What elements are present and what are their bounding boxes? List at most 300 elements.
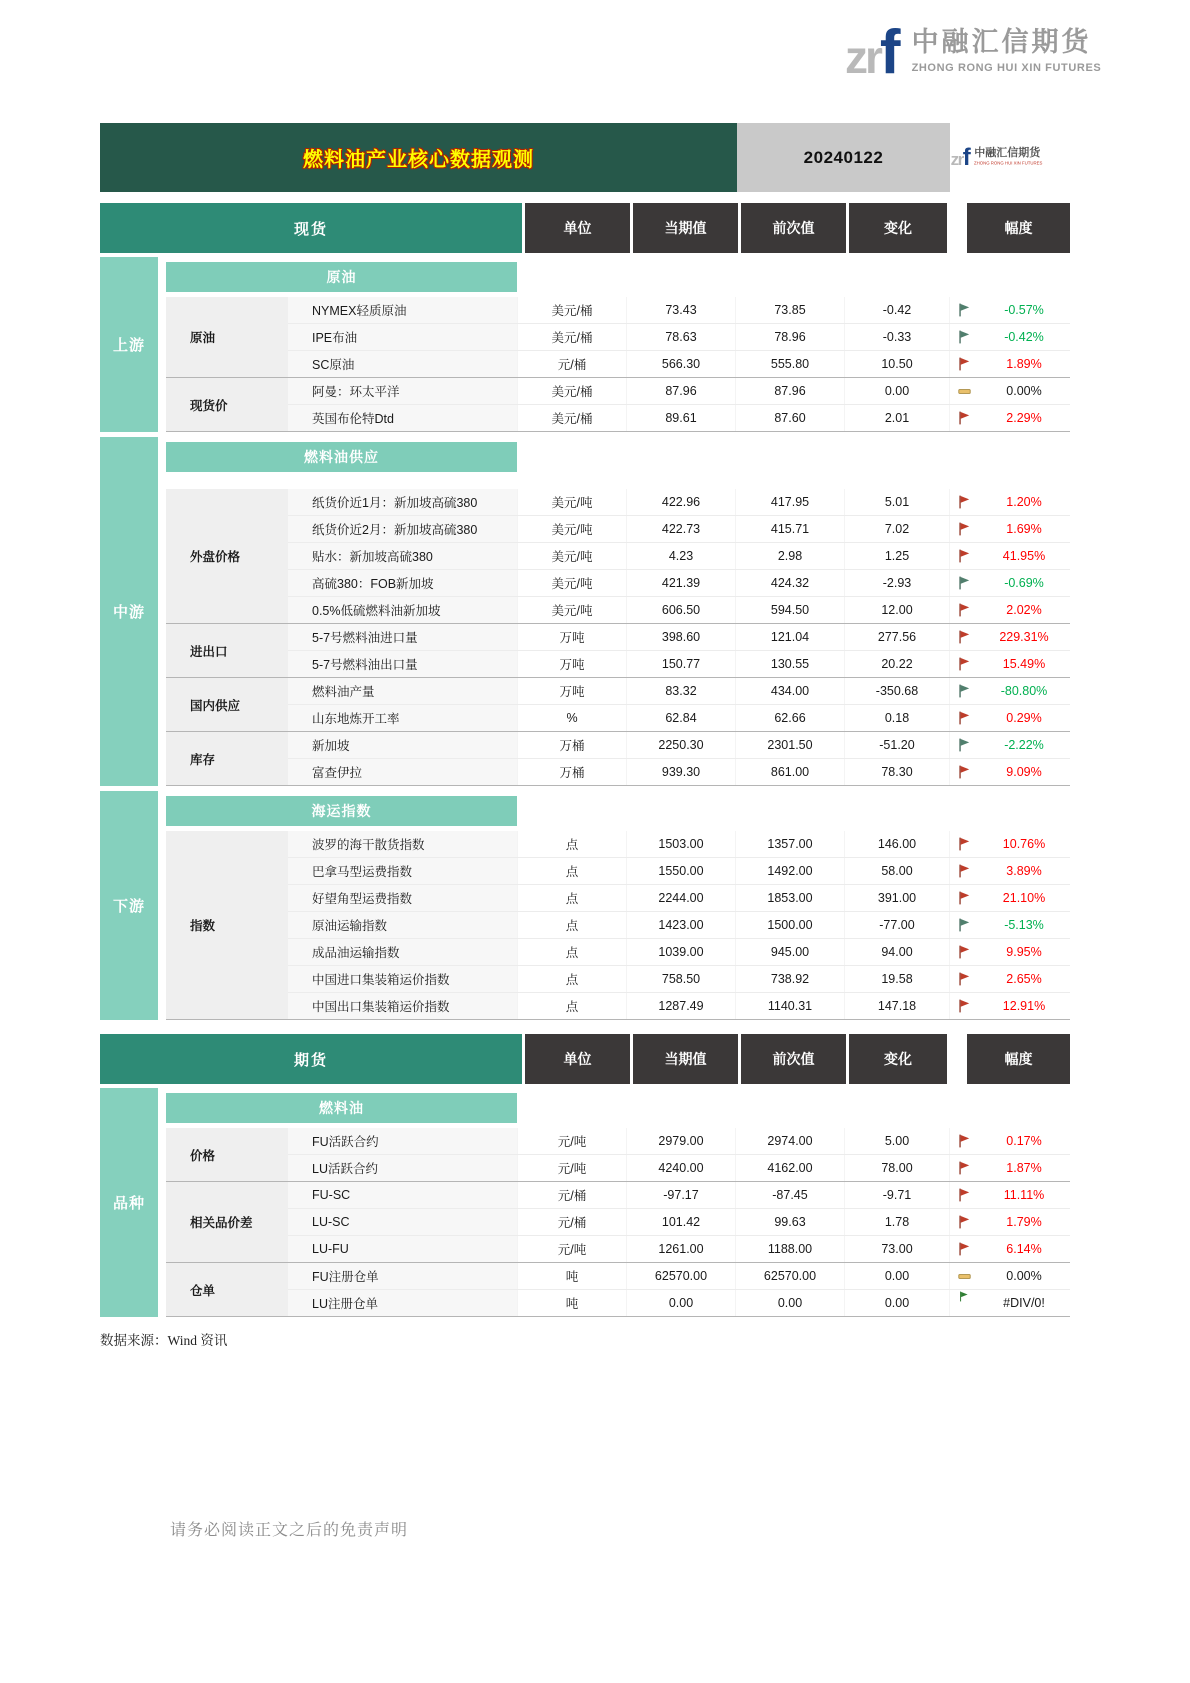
- row-pct-cell: [949, 993, 1070, 1019]
- row-pct: -2.22%: [1004, 738, 1044, 752]
- row-unit: 美元/桶: [517, 297, 626, 323]
- mini-zrf-logo-mark: [950, 143, 970, 171]
- row-current: 78.63: [626, 324, 735, 350]
- row-change: 19.58: [844, 966, 949, 992]
- row-pct-cell: [949, 1290, 1070, 1316]
- group-label: 仓单: [166, 1263, 288, 1316]
- row-pct-cell: [949, 516, 1070, 542]
- row-pct: 1.69%: [1006, 522, 1042, 536]
- row-pct: 1.79%: [1006, 1215, 1042, 1229]
- row-unit: 美元/桶: [517, 405, 626, 431]
- row-pct: 0.17%: [1006, 1134, 1042, 1148]
- row-change: 94.00: [844, 939, 949, 965]
- row-name: FU活跃合约: [288, 1128, 517, 1154]
- row-pct-cell: [949, 678, 1070, 704]
- row-pct-cell: [949, 351, 1070, 377]
- row-change: 78.00: [844, 1155, 949, 1181]
- row-previous: 861.00: [735, 759, 844, 785]
- row-current: 73.43: [626, 297, 735, 323]
- row-group: [166, 1182, 1070, 1263]
- red-flag-icon: [950, 495, 978, 509]
- row-unit: 美元/吨: [517, 570, 626, 596]
- row-name: LU注册仓单: [288, 1290, 517, 1316]
- row-unit: 万吨: [517, 678, 626, 704]
- table-row: [288, 966, 1070, 993]
- company-logo: [845, 17, 1102, 87]
- report-header: [100, 123, 1070, 192]
- row-name: 燃料油产量: [288, 678, 517, 704]
- section-midstream: [100, 437, 1070, 786]
- row-current: 421.39: [626, 570, 735, 596]
- table-row: [288, 624, 1070, 651]
- group-label: 国内供应: [166, 678, 288, 731]
- row-current: 422.96: [626, 489, 735, 515]
- row-change: 10.50: [844, 351, 949, 377]
- row-unit: 点: [517, 831, 626, 857]
- row-previous: 62.66: [735, 705, 844, 731]
- header-gap: [947, 1034, 967, 1084]
- row-change: -51.20: [844, 732, 949, 758]
- table-row: [288, 1263, 1070, 1290]
- row-previous: 738.92: [735, 966, 844, 992]
- row-pct: -0.57%: [1004, 303, 1044, 317]
- section-body-upstream: [166, 257, 1070, 432]
- row-previous: 0.00: [735, 1290, 844, 1316]
- row-pct: #DIV/0!: [1003, 1296, 1045, 1310]
- row-name: 中国进口集装箱运价指数: [288, 966, 517, 992]
- row-current: 1261.00: [626, 1236, 735, 1262]
- row-previous: 434.00: [735, 678, 844, 704]
- row-name: 英国布伦特Dtd: [288, 405, 517, 431]
- row-current: 83.32: [626, 678, 735, 704]
- table-row: [288, 351, 1070, 377]
- row-name: 山东地炼开工率: [288, 705, 517, 731]
- table-row: [288, 1128, 1070, 1155]
- row-name: 中国出口集装箱运价指数: [288, 993, 517, 1019]
- row-previous: -87.45: [735, 1182, 844, 1208]
- row-name: 富查伊拉: [288, 759, 517, 785]
- row-pct: 0.00%: [1006, 1269, 1042, 1283]
- row-unit: 美元/吨: [517, 543, 626, 569]
- row-pct: 9.09%: [1006, 765, 1042, 779]
- row-previous: 1853.00: [735, 885, 844, 911]
- row-pct: 6.14%: [1006, 1242, 1042, 1256]
- row-pct: -80.80%: [1000, 684, 1048, 698]
- row-pct: 0.29%: [1006, 711, 1042, 725]
- row-pct: -0.69%: [1004, 576, 1044, 590]
- row-previous: 87.96: [735, 378, 844, 404]
- row-pct: 229.31%: [999, 630, 1049, 644]
- row-unit: 元/桶: [517, 351, 626, 377]
- row-unit: 点: [517, 858, 626, 884]
- row-change: 146.00: [844, 831, 949, 857]
- group-rows: [288, 831, 1070, 1019]
- table-row: [288, 405, 1070, 431]
- row-pct: 3.89%: [1006, 864, 1042, 878]
- row-previous: 2974.00: [735, 1128, 844, 1154]
- row-pct-cell: [949, 489, 1070, 515]
- row-name: 原油运输指数: [288, 912, 517, 938]
- futures-title: 期货: [100, 1034, 522, 1084]
- green-flag-icon: [950, 738, 978, 752]
- row-name: FU-SC: [288, 1182, 517, 1208]
- row-name: NYMEX轻质原油: [288, 297, 517, 323]
- row-pct-cell: [949, 759, 1070, 785]
- row-pct-cell: [949, 912, 1070, 938]
- row-pct-cell: [949, 1236, 1070, 1262]
- row-name: 纸货价近2月：新加坡高硫380: [288, 516, 517, 542]
- row-change: -77.00: [844, 912, 949, 938]
- row-pct-cell: [949, 1155, 1070, 1181]
- column-header-unit: 单位: [525, 1034, 630, 1084]
- spot-table-header: [100, 203, 1070, 253]
- band-fuel-oil-supply: 燃料油供应: [166, 442, 517, 472]
- yellow-dash-icon: [950, 1270, 978, 1283]
- row-pct-cell: [949, 885, 1070, 911]
- row-unit: 元/吨: [517, 1155, 626, 1181]
- row-pct: 1.20%: [1006, 495, 1042, 509]
- red-flag-icon: [950, 549, 978, 563]
- report-content: [100, 123, 1070, 1349]
- row-previous: 424.32: [735, 570, 844, 596]
- side-label-upstream: 上游: [100, 257, 158, 432]
- report-date: 20240122: [737, 123, 950, 192]
- row-change: -0.33: [844, 324, 949, 350]
- row-pct-cell: [949, 939, 1070, 965]
- row-current: 62.84: [626, 705, 735, 731]
- row-current: 0.00: [626, 1290, 735, 1316]
- group-label: 现货价: [166, 378, 288, 431]
- mini-company-name-en: ZHONG RONG HUI XIN FUTURES: [974, 161, 1043, 167]
- row-pct: 12.91%: [1002, 999, 1046, 1013]
- table-row: [288, 732, 1070, 759]
- row-current: 566.30: [626, 351, 735, 377]
- row-previous: 121.04: [735, 624, 844, 650]
- green-flag-small-icon: [950, 1291, 978, 1302]
- red-flag-icon: [950, 1242, 978, 1256]
- company-name-en: ZHONG RONG HUI XIN FUTURES: [911, 62, 1102, 74]
- row-pct-cell: [949, 705, 1070, 731]
- row-previous: 1357.00: [735, 831, 844, 857]
- row-group: [166, 297, 1070, 378]
- row-previous: 130.55: [735, 651, 844, 677]
- green-flag-icon: [950, 918, 978, 932]
- red-flag-icon: [950, 837, 978, 851]
- row-group: [166, 1263, 1070, 1317]
- mini-logo-zr: zr: [950, 149, 963, 169]
- table-row: [288, 858, 1070, 885]
- row-pct-cell: [949, 966, 1070, 992]
- row-unit: 点: [517, 993, 626, 1019]
- column-header-change: 变化: [849, 1034, 947, 1084]
- row-change: 7.02: [844, 516, 949, 542]
- row-previous: 2.98: [735, 543, 844, 569]
- table-row: [288, 543, 1070, 570]
- red-flag-icon: [950, 765, 978, 779]
- table-row: [288, 324, 1070, 351]
- row-pct: 2.02%: [1006, 603, 1042, 617]
- row-current: 939.30: [626, 759, 735, 785]
- red-flag-icon: [950, 1215, 978, 1229]
- futures-table-header: [100, 1034, 1070, 1084]
- row-pct: 1.87%: [1006, 1161, 1042, 1175]
- row-previous: 555.80: [735, 351, 844, 377]
- row-pct-cell: [949, 543, 1070, 569]
- row-current: 62570.00: [626, 1263, 735, 1289]
- group-rows: [288, 489, 1070, 623]
- red-flag-icon: [950, 999, 978, 1013]
- row-change: 12.00: [844, 597, 949, 623]
- group-rows: [288, 297, 1070, 377]
- row-pct: 2.65%: [1006, 972, 1042, 986]
- row-current: 422.73: [626, 516, 735, 542]
- row-pct: 0.00%: [1006, 384, 1042, 398]
- row-unit: 美元/吨: [517, 489, 626, 515]
- mini-company-name-cn: 中融汇信期货: [974, 147, 1041, 159]
- report-header-logo: [950, 123, 1070, 192]
- header-gap: [947, 203, 967, 253]
- row-unit: 点: [517, 885, 626, 911]
- spot-table-mount: [100, 203, 1070, 1020]
- row-pct-cell: [949, 324, 1070, 350]
- group-label: 指数: [166, 831, 288, 1019]
- row-name: 贴水：新加坡高硫380: [288, 543, 517, 569]
- red-flag-icon: [950, 972, 978, 986]
- row-pct-cell: [949, 732, 1070, 758]
- row-pct-cell: [949, 597, 1070, 623]
- table-row: [288, 1155, 1070, 1181]
- row-pct-cell: [949, 570, 1070, 596]
- row-current: 1550.00: [626, 858, 735, 884]
- row-pct: 1.89%: [1006, 357, 1042, 371]
- spot-title: 现货: [100, 203, 522, 253]
- row-pct: -5.13%: [1004, 918, 1044, 932]
- section-body-variety: [166, 1088, 1070, 1317]
- row-previous: 415.71: [735, 516, 844, 542]
- row-current: 2979.00: [626, 1128, 735, 1154]
- row-previous: 1500.00: [735, 912, 844, 938]
- table-row: [288, 570, 1070, 597]
- row-unit: 点: [517, 912, 626, 938]
- row-pct-cell: [949, 1182, 1070, 1208]
- row-current: 606.50: [626, 597, 735, 623]
- row-change: 73.00: [844, 1236, 949, 1262]
- row-change: 147.18: [844, 993, 949, 1019]
- group-label: 原油: [166, 297, 288, 377]
- row-pct-cell: [949, 378, 1070, 404]
- row-change: 5.00: [844, 1128, 949, 1154]
- mini-logo-f: f: [962, 143, 970, 171]
- row-previous: 2301.50: [735, 732, 844, 758]
- group-rows: [288, 624, 1070, 677]
- row-change: 0.00: [844, 378, 949, 404]
- band-row: [166, 257, 1070, 297]
- futures-table-mount: [100, 1034, 1070, 1317]
- group-label: 相关品价差: [166, 1182, 288, 1262]
- row-unit: 万桶: [517, 759, 626, 785]
- group-rows: [288, 732, 1070, 785]
- row-change: 58.00: [844, 858, 949, 884]
- row-pct: 21.10%: [1002, 891, 1046, 905]
- row-name: LU-SC: [288, 1209, 517, 1235]
- row-unit: 点: [517, 966, 626, 992]
- row-current: 398.60: [626, 624, 735, 650]
- row-unit: 元/吨: [517, 1236, 626, 1262]
- row-group: [166, 489, 1070, 624]
- section-upstream: [100, 257, 1070, 432]
- table-row: [288, 1290, 1070, 1316]
- column-header-current: 当期值: [633, 1034, 738, 1084]
- row-pct: 11.11%: [1003, 1188, 1045, 1202]
- row-previous: 87.60: [735, 405, 844, 431]
- column-header-previous: 前次值: [741, 1034, 846, 1084]
- table-row: [288, 1236, 1070, 1262]
- red-flag-icon: [950, 1161, 978, 1175]
- row-unit: 美元/桶: [517, 324, 626, 350]
- row-name: 0.5%低硫燃料油新加坡: [288, 597, 517, 623]
- group-rows: [288, 1182, 1070, 1262]
- group-rows: [288, 1263, 1070, 1316]
- row-current: 150.77: [626, 651, 735, 677]
- row-name: 波罗的海干散货指数: [288, 831, 517, 857]
- row-pct-cell: [949, 405, 1070, 431]
- row-change: -9.71: [844, 1182, 949, 1208]
- table-row: [288, 831, 1070, 858]
- row-pct: 15.49%: [1002, 657, 1046, 671]
- row-name: 新加坡: [288, 732, 517, 758]
- red-flag-icon: [950, 603, 978, 617]
- row-group: [166, 831, 1070, 1020]
- row-group: [166, 678, 1070, 732]
- green-flag-icon: [950, 684, 978, 698]
- table-row: [288, 705, 1070, 731]
- row-change: 391.00: [844, 885, 949, 911]
- row-change: 78.30: [844, 759, 949, 785]
- row-name: 巴拿马型运费指数: [288, 858, 517, 884]
- mini-logo-text: [974, 148, 1069, 167]
- row-previous: 1140.31: [735, 993, 844, 1019]
- row-group: [166, 624, 1070, 678]
- band-row: [166, 791, 1070, 831]
- row-previous: 594.50: [735, 597, 844, 623]
- row-previous: 417.95: [735, 489, 844, 515]
- row-current: 89.61: [626, 405, 735, 431]
- column-header-current: 当期值: [633, 203, 738, 253]
- column-header-previous: 前次值: [741, 203, 846, 253]
- row-pct-cell: [949, 1263, 1070, 1289]
- row-group: [166, 732, 1070, 786]
- row-unit: 点: [517, 939, 626, 965]
- row-previous: 945.00: [735, 939, 844, 965]
- band-spacer: [166, 477, 1070, 489]
- group-rows: [288, 678, 1070, 731]
- column-header-pct: 幅度: [967, 1034, 1070, 1084]
- logo-zr: zr: [845, 30, 880, 83]
- row-pct-cell: [949, 858, 1070, 884]
- row-previous: 1492.00: [735, 858, 844, 884]
- side-label-midstream: 中游: [100, 437, 158, 786]
- green-flag-icon: [950, 576, 978, 590]
- row-current: 758.50: [626, 966, 735, 992]
- table-row: [288, 912, 1070, 939]
- row-name: 成品油运输指数: [288, 939, 517, 965]
- logo-text: [912, 20, 1102, 77]
- row-group: [166, 378, 1070, 432]
- row-name: FU注册仓单: [288, 1263, 517, 1289]
- section-body-midstream: [166, 437, 1070, 786]
- row-unit: %: [517, 705, 626, 731]
- red-flag-icon: [950, 864, 978, 878]
- row-group: [166, 1128, 1070, 1182]
- row-previous: 99.63: [735, 1209, 844, 1235]
- row-pct-cell: [949, 1209, 1070, 1235]
- row-pct: 10.76%: [1002, 837, 1046, 851]
- row-unit: 美元/吨: [517, 597, 626, 623]
- band-row: [166, 1088, 1070, 1128]
- red-flag-icon: [950, 711, 978, 725]
- row-unit: 万吨: [517, 651, 626, 677]
- row-pct-cell: [949, 1128, 1070, 1154]
- group-label: 外盘价格: [166, 489, 288, 623]
- group-label: 价格: [166, 1128, 288, 1181]
- row-change: 5.01: [844, 489, 949, 515]
- row-previous: 62570.00: [735, 1263, 844, 1289]
- section-variety: [100, 1088, 1070, 1317]
- row-current: 2250.30: [626, 732, 735, 758]
- row-unit: 万桶: [517, 732, 626, 758]
- group-rows: [288, 1128, 1070, 1181]
- group-rows: [288, 378, 1070, 431]
- row-pct-cell: [949, 297, 1070, 323]
- red-flag-icon: [950, 945, 978, 959]
- column-header-unit: 单位: [525, 203, 630, 253]
- row-previous: 78.96: [735, 324, 844, 350]
- company-name-cn: 中融汇信期货: [911, 27, 1092, 57]
- group-label: 进出口: [166, 624, 288, 677]
- row-name: IPE布油: [288, 324, 517, 350]
- row-current: 1503.00: [626, 831, 735, 857]
- row-change: 277.56: [844, 624, 949, 650]
- red-flag-icon: [950, 522, 978, 536]
- spot-table-body: [100, 257, 1070, 1020]
- row-name: 5-7号燃料油进口量: [288, 624, 517, 650]
- side-label-variety: 品种: [100, 1088, 158, 1317]
- table-row: [288, 885, 1070, 912]
- row-name: 纸货价近1月：新加坡高硫380: [288, 489, 517, 515]
- red-flag-icon: [950, 630, 978, 644]
- row-change: 0.00: [844, 1290, 949, 1316]
- row-previous: 4162.00: [735, 1155, 844, 1181]
- row-change: 1.25: [844, 543, 949, 569]
- row-pct: 9.95%: [1006, 945, 1042, 959]
- row-change: 0.18: [844, 705, 949, 731]
- row-change: -2.93: [844, 570, 949, 596]
- row-unit: 美元/吨: [517, 516, 626, 542]
- logo-f: f: [879, 17, 898, 87]
- row-name: 5-7号燃料油出口量: [288, 651, 517, 677]
- row-current: -97.17: [626, 1182, 735, 1208]
- row-current: 4240.00: [626, 1155, 735, 1181]
- column-header-pct: 幅度: [967, 203, 1070, 253]
- red-flag-icon: [950, 657, 978, 671]
- row-unit: 元/吨: [517, 1128, 626, 1154]
- red-flag-icon: [950, 1134, 978, 1148]
- band-shipping-index: 海运指数: [166, 796, 517, 826]
- table-row: [288, 516, 1070, 543]
- row-unit: 美元/桶: [517, 378, 626, 404]
- row-change: 0.00: [844, 1263, 949, 1289]
- red-flag-icon: [950, 891, 978, 905]
